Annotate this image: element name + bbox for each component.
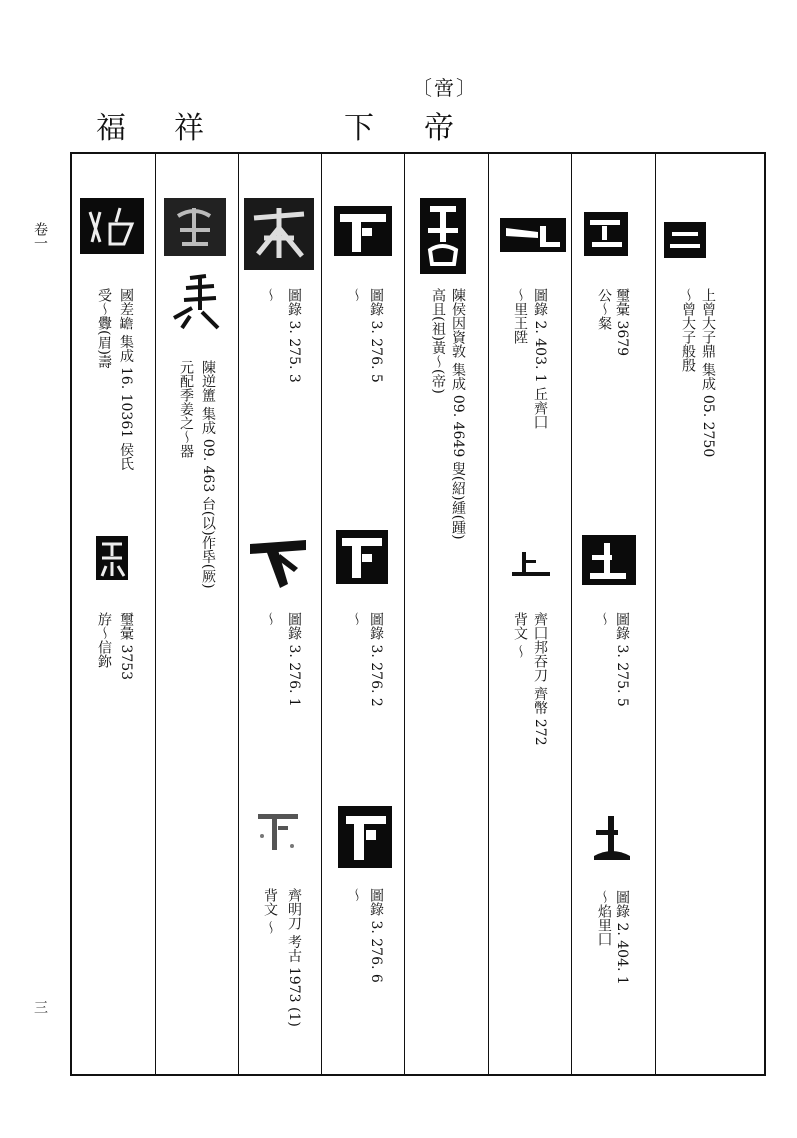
entry-source: 圖錄 3. 275. 5: [614, 612, 630, 707]
glyph-image: [80, 198, 144, 254]
entry-source: 圖錄 2. 403. 1 丘齊囗: [532, 288, 548, 430]
page-number: 三: [32, 1000, 48, 1014]
entry-source: 陳侯因資敦 集成 09. 4649 叟(紹)緟(踵): [450, 288, 466, 540]
column-divider: [155, 152, 156, 1076]
glyph-image: [252, 806, 304, 860]
header-char-xia: 下: [344, 111, 374, 146]
glyph-image: [420, 198, 466, 274]
entry-context: ～焰里囗: [596, 890, 612, 946]
entry-context: 高且(祖)黃～(帝): [430, 288, 446, 394]
column-divider: [321, 152, 322, 1076]
glyph-image: [246, 532, 312, 592]
glyph-image: [584, 212, 628, 256]
glyph-image: [500, 218, 566, 252]
glyph-image: [336, 530, 388, 584]
column-divider: [571, 152, 572, 1076]
glyph-image: [164, 198, 226, 256]
entry-source: 齊明刀 考古 1973 (1): [286, 888, 302, 1027]
glyph-image: [96, 536, 128, 580]
header-variant: 〔啻〕: [412, 76, 478, 100]
entry-context: ～: [596, 612, 612, 626]
entry-source: 國差𦉜 集成 16. 10361 侯氏: [118, 288, 134, 471]
glyph-image: [590, 812, 634, 862]
column-divider: [655, 152, 656, 1076]
entry-source: 上曾大子鼎 集成 05. 2750: [700, 288, 716, 458]
glyph-image: [582, 535, 636, 585]
entry-source: 圖錄 3. 275. 3: [286, 288, 302, 383]
entry-source: 圖錄 3. 276. 6: [368, 888, 384, 983]
glyph-image: [338, 806, 392, 868]
glyph-image: [334, 206, 392, 256]
entry-context: ～: [348, 612, 364, 626]
header-char-xiang: 祥: [174, 111, 204, 146]
entry-context: ～: [262, 612, 278, 626]
entry-context: 公～粲: [596, 288, 612, 330]
entry-source: 璽彙 3753: [118, 612, 134, 681]
column-divider: [404, 152, 405, 1076]
column-divider: [238, 152, 239, 1076]
glyph-image: [166, 270, 226, 336]
glyph-image: [664, 222, 706, 258]
entry-source: 陳逆簠 集成 09. 463 台(以)作氒(厥): [200, 360, 216, 589]
entry-source: 圖錄 2. 404. 1: [614, 890, 630, 985]
glyph-image: [244, 198, 314, 270]
entry-context: 背文 ～: [262, 888, 278, 935]
header-char-fu: 福: [96, 111, 126, 146]
entry-source: 圖錄 3. 276. 1: [286, 612, 302, 707]
entry-context: ～: [348, 288, 364, 302]
entry-context: 斿～信鉨: [96, 612, 112, 668]
entry-source: 圖錄 3. 276. 2: [368, 612, 384, 707]
entry-context: ～: [262, 288, 278, 302]
entry-source: 圖錄 3. 276. 5: [368, 288, 384, 383]
entry-context: ～里王陞: [512, 288, 528, 344]
entry-context: ～曾大子般殷: [680, 288, 696, 372]
column-divider: [488, 152, 489, 1076]
entry-context: ～: [348, 888, 364, 902]
entry-context: 元配季姜之～器: [178, 360, 194, 458]
header-char-di: 帝: [424, 111, 454, 146]
entry-source: 璽彙 3679: [614, 288, 630, 357]
volume-mark: 卷一: [32, 222, 48, 250]
entry-source: 齊囗邦吞刀 齊幣 272: [532, 612, 548, 746]
glyph-image: [508, 548, 554, 580]
entry-context: 背文 ～: [512, 612, 528, 659]
entry-context: 受～釁(眉)壽: [96, 288, 112, 369]
